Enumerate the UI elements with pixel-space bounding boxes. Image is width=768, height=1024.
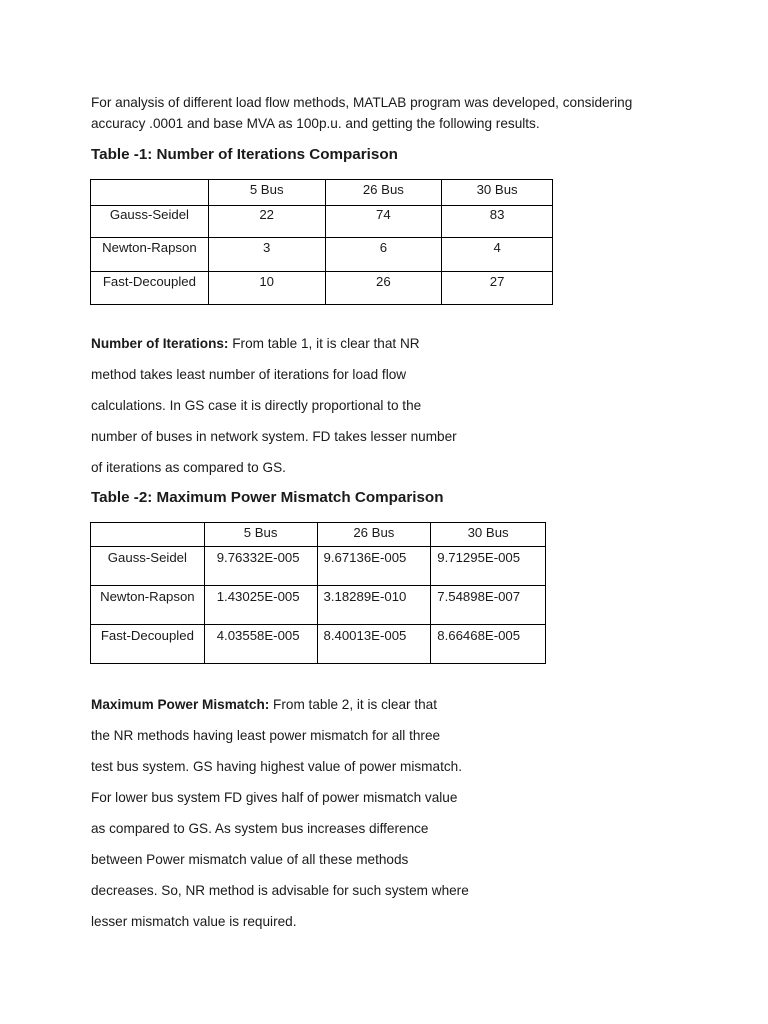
table-cell: 9.67136E-005 (317, 547, 431, 586)
table-cell: 8.66468E-005 (431, 625, 546, 664)
table-row (91, 238, 553, 272)
table-header-row (91, 180, 553, 206)
table-header-row (91, 523, 546, 547)
table-cell: 27 (442, 272, 553, 305)
table-cell: 83 (442, 206, 553, 238)
para-bold-lead: Maximum Power Mismatch: (91, 697, 270, 712)
para-line (91, 689, 491, 720)
table-cell: 1.43025E-005 (204, 586, 317, 625)
intro-line-1: For analysis of different load flow methods, MATLAB program was developed, considering (91, 95, 633, 110)
para-line: of iterations as compared to GS. (91, 460, 286, 475)
intro-paragraph (91, 92, 671, 134)
intro-line-2: accuracy .0001 and base MVA as 100p.u. and getting the following results. (91, 116, 540, 131)
table-header-cell: 26 Bus (317, 523, 431, 547)
table-row (91, 586, 546, 625)
para-text: From table 2, it is clear that (269, 697, 437, 712)
iterations-discussion (91, 328, 491, 483)
table2-title: Table -2: Maximum Power Mismatch Comparison (91, 489, 444, 506)
table-cell: 9.71295E-005 (431, 547, 546, 586)
para-line: calculations. In GS case it is directly proportional to the (91, 398, 422, 413)
para-line: as compared to GS. As system bus increases difference (91, 821, 429, 836)
table-header-cell (91, 180, 209, 206)
para-text: From table 1, it is clear that NR (228, 336, 420, 351)
row-label: Fast-Decoupled (91, 272, 209, 305)
table1-title: Table -1: Number of Iterations Comparison (91, 146, 398, 163)
mismatch-table (90, 522, 546, 664)
para-line: between Power mismatch value of all these methods (91, 852, 409, 867)
para-line: For lower bus system FD gives half of power mismatch value (91, 790, 458, 805)
table-header-cell: 30 Bus (442, 180, 553, 206)
table-cell: 74 (325, 206, 442, 238)
table-cell: 7.54898E-007 (431, 586, 546, 625)
table-row (91, 547, 546, 586)
table-header-cell: 5 Bus (208, 180, 325, 206)
table-cell: 22 (208, 206, 325, 238)
table-cell: 9.76332E-005 (204, 547, 317, 586)
table-header-cell: 30 Bus (431, 523, 546, 547)
table-row (91, 206, 553, 238)
table-cell: 3.18289E-010 (317, 586, 431, 625)
row-label: Newton-Rapson (91, 586, 205, 625)
row-label: Newton-Rapson (91, 238, 209, 272)
iterations-table (90, 179, 553, 305)
table-header-cell: 26 Bus (325, 180, 442, 206)
table-cell: 6 (325, 238, 442, 272)
row-label: Gauss-Seidel (91, 547, 205, 586)
table-cell: 8.40013E-005 (317, 625, 431, 664)
para-line: the NR methods having least power mismatch for all three (91, 728, 441, 743)
table-header-cell: 5 Bus (204, 523, 317, 547)
table-cell: 26 (325, 272, 442, 305)
row-label: Gauss-Seidel (91, 206, 209, 238)
mismatch-discussion (91, 689, 491, 937)
para-line: method takes least number of iterations for load flow (91, 367, 407, 382)
table-header-cell (91, 523, 205, 547)
para-line (91, 328, 491, 359)
para-line: lesser mismatch value is required. (91, 914, 297, 929)
para-line: test bus system. GS having highest value of power mismatch. (91, 759, 462, 774)
table-cell: 10 (208, 272, 325, 305)
row-label: Fast-Decoupled (91, 625, 205, 664)
table-cell: 3 (208, 238, 325, 272)
table-cell: 4.03558E-005 (204, 625, 317, 664)
table-cell: 4 (442, 238, 553, 272)
para-line: number of buses in network system. FD takes lesser number (91, 429, 457, 444)
table-row (91, 272, 553, 305)
para-bold-lead: Number of Iterations: (91, 336, 229, 351)
para-line: decreases. So, NR method is advisable for such system where (91, 883, 469, 898)
table-row (91, 625, 546, 664)
